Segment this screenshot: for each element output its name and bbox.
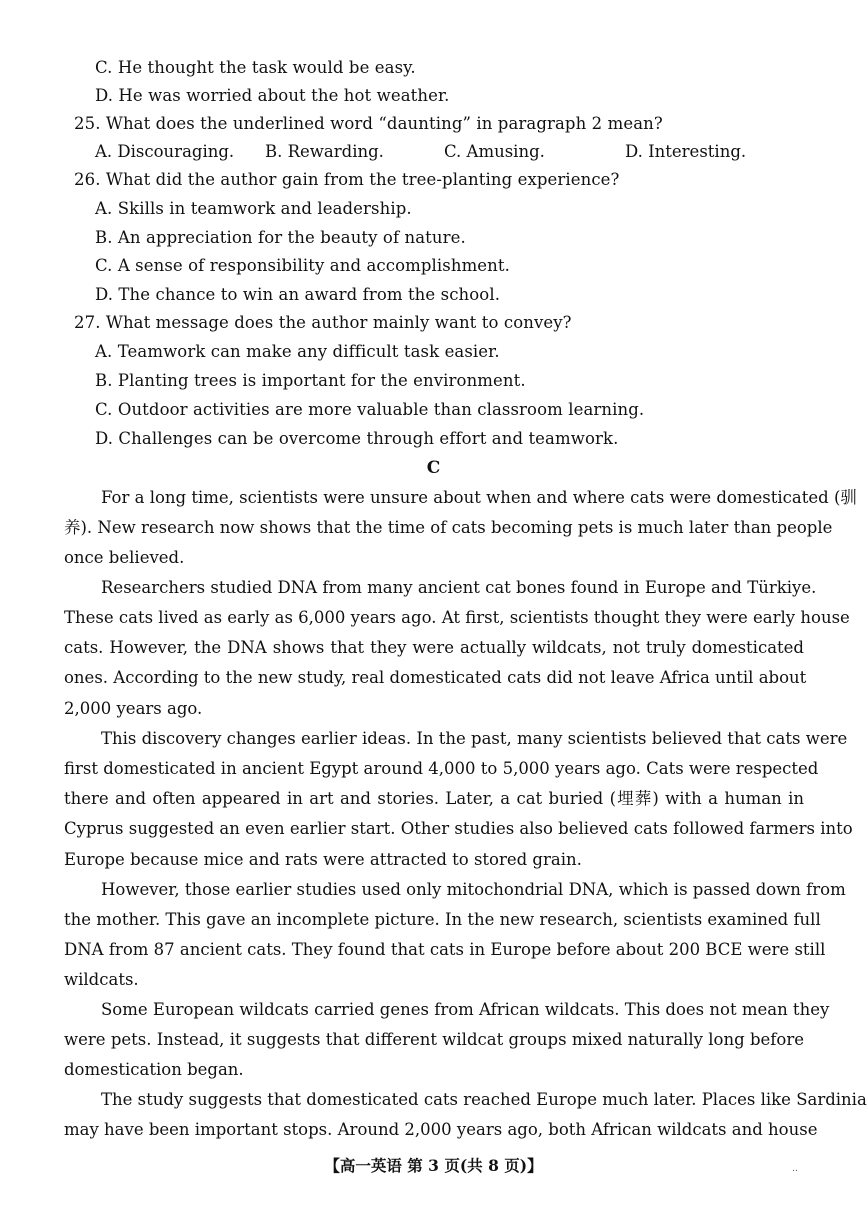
passage-p1-line: For a long time, scientists were unsure about when and where cats were domesticated (驯: [101, 488, 857, 507]
passage-p3-line: first domesticated in ancient Egypt around 4,000 to 5,000 years ago. Cats were respected: [64, 759, 819, 778]
q26-option-a: A. Skills in teamwork and leadership.: [95, 199, 412, 218]
passage-p2-line: 2,000 years ago.: [64, 699, 203, 718]
passage-p5-line: domestication began.: [64, 1060, 244, 1079]
corner-mark: ‥: [792, 1164, 799, 1174]
passage-p3-line: This discovery changes earlier ideas. In the past, many scientists believed that cats were: [101, 729, 848, 748]
passage-p1-line: once believed.: [64, 548, 185, 567]
q27-option-c: C. Outdoor activities are more valuable than classroom learning.: [95, 400, 645, 419]
page-footer: 【高一英语 第 3 页(共 8 页)】: [324, 1156, 543, 1175]
passage-p3-line: there and often appeared in art and stories. Later, a cat buried (埋葬) with a human in: [64, 789, 804, 808]
q25-option-d: D. Interesting.: [625, 142, 747, 161]
q26-option-b: B. An appreciation for the beauty of nature.: [95, 228, 466, 247]
q26-option-c: C. A sense of responsibility and accomplishment.: [95, 256, 510, 275]
q27-option-d: D. Challenges can be overcome through effort and teamwork.: [95, 429, 619, 448]
q25-option-c: C. Amusing.: [444, 142, 545, 161]
passage-p4-line: However, those earlier studies used only mitochondrial DNA, which is passed down from: [101, 880, 846, 899]
section-heading: C: [426, 458, 441, 478]
passage-p2-line: These cats lived as early as 6,000 years ago. At first, scientists thought they were early house: [64, 608, 850, 627]
q25-option-a: A. Discouraging.: [95, 142, 235, 161]
passage-p5-line: were pets. Instead, it suggests that different wildcat groups mixed naturally long before: [64, 1030, 804, 1049]
q26-stem: 26. What did the author gain from the tree-planting experience?: [74, 170, 620, 189]
passage-p6-line: may have been important stops. Around 2,000 years ago, both African wildcats and house: [64, 1120, 818, 1139]
passage-p6-line: The study suggests that domesticated cats reached Europe much later. Places like Sardinia: [101, 1090, 867, 1109]
passage-p4-line: wildcats.: [64, 970, 139, 989]
q26-option-d: D. The chance to win an award from the school.: [95, 285, 501, 304]
passage-p5-line: Some European wildcats carried genes from African wildcats. This does not mean they: [101, 1000, 830, 1019]
q24-option-d: D. He was worried about the hot weather.: [95, 86, 450, 105]
q27-stem: 27. What message does the author mainly want to convey?: [74, 313, 572, 332]
q27-option-a: A. Teamwork can make any difficult task easier.: [95, 342, 500, 361]
q27-option-b: B. Planting trees is important for the environment.: [95, 371, 526, 390]
passage-p1-line: 养). New research now shows that the time of cats becoming pets is much later than people: [64, 518, 833, 537]
passage-p3-line: Cyprus suggested an even earlier start. Other studies also believed cats followed farmers into: [64, 819, 853, 838]
passage-p3-line: Europe because mice and rats were attracted to stored grain.: [64, 850, 582, 869]
q25-option-b: B. Rewarding.: [265, 142, 384, 161]
passage-p2-line: ones. According to the new study, real domesticated cats did not leave Africa until about: [64, 668, 807, 687]
passage-p2-line: Researchers studied DNA from many ancient cat bones found in Europe and Türkiye.: [101, 578, 817, 597]
passage-p2-line: cats. However, the DNA shows that they were actually wildcats, not truly domesticated: [64, 638, 804, 657]
q24-option-c: C. He thought the task would be easy.: [95, 58, 416, 77]
passage-p4-line: DNA from 87 ancient cats. They found that cats in Europe before about 200 BCE were still: [64, 940, 826, 959]
q25-stem: 25. What does the underlined word “daunting” in paragraph 2 mean?: [74, 114, 663, 133]
passage-p4-line: the mother. This gave an incomplete picture. In the new research, scientists examined full: [64, 910, 821, 929]
